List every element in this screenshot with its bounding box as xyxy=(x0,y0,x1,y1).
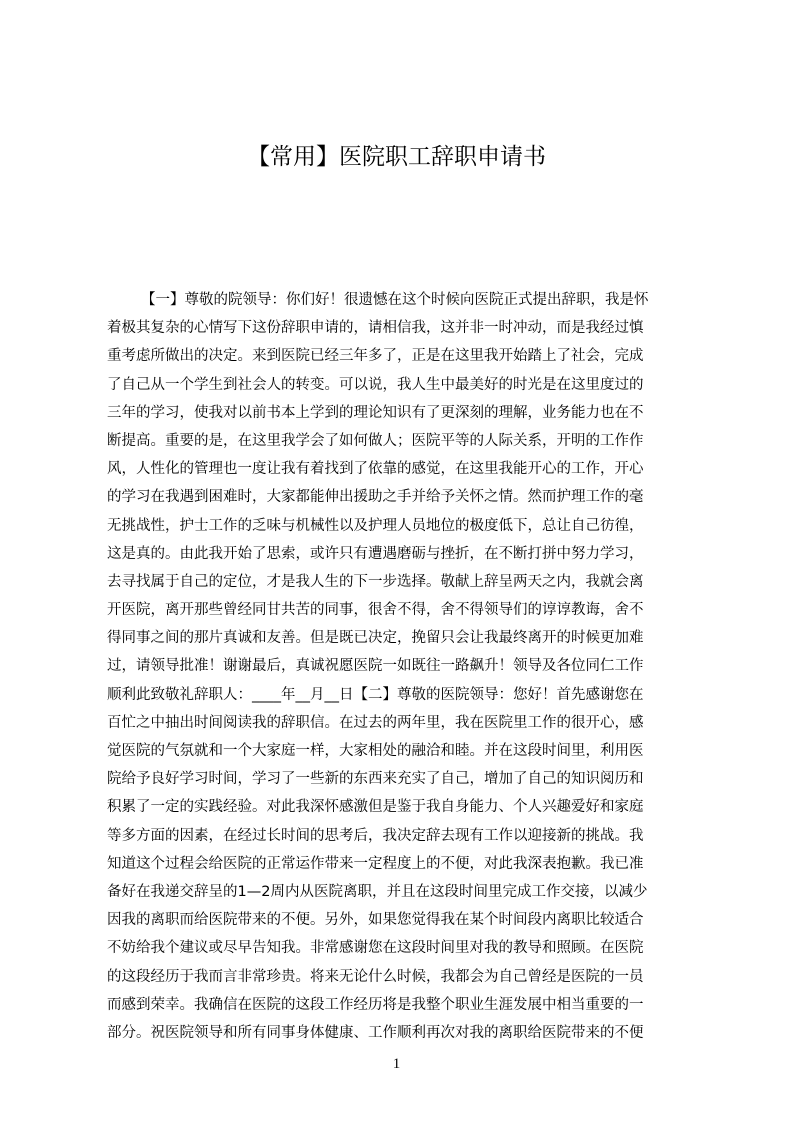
body-line: 积累了一定的实践经验。对此我深怀感激但是鉴于我自身能力、个人兴趣爱好和家庭 xyxy=(107,799,644,816)
body-line: 的学习在我遇到困难时，大家都能伸出援助之手并给予关怀之情。然而护理工作的毫 xyxy=(107,489,644,506)
body-line: 三年的学习，使我对以前书本上学到的理论知识有了更深刻的理解，业务能力也在不 xyxy=(107,404,644,421)
body-line: 去寻找属于自己的定位，才是我人生的下一步选择。敬献上辞呈两天之内，我就会离 xyxy=(107,573,644,590)
body-line: 这是真的。由此我开始了思索，或许只有遭遇磨砺与挫折，在不断打拼中努力学习， xyxy=(107,545,644,562)
body-line: 断提高。重要的是，在这里我学会了如何做人；医院平等的人际关系，开明的工作作 xyxy=(107,432,644,449)
document-title: 【常用】医院职工辞职申请书 xyxy=(247,144,546,170)
document-body xyxy=(107,286,698,1047)
body-line: 院给予良好学习时间，学习了一些新的东西来充实了自己，增加了自己的知识阅历和 xyxy=(107,771,644,788)
body-line: 等多方面的因素，在经过长时间的思考后，我决定辞去现有工作以迎接新的挑战。我 xyxy=(107,827,644,844)
body-line: 重考虑所做出的决定。来到医院已经三年多了，正是在这里我开始踏上了社会，完成 xyxy=(107,348,644,365)
body-line: 得同事之间的那片真诚和友善。但是既已决定，挽留只会让我最终离开的时候更加难 xyxy=(107,630,644,647)
page-number: 1 xyxy=(392,1056,401,1072)
body-line: 的这段经历于我而言非常珍贵。将来无论什么时候，我都会为自己曾经是医院的一员 xyxy=(107,968,644,985)
body-line: 知道这个过程会给医院的正常运作带来一定程度上的不便，对此我深表抱歉。我已准 xyxy=(107,855,644,872)
body-line: 部分。祝医院领导和所有同事身体健康、工作顺利再次对我的离职给医院带来的不便 xyxy=(107,1024,644,1041)
body-line: 了自己从一个学生到社会人的转变。可以说，我人生中最美好的时光是在这里度过的 xyxy=(107,376,644,393)
body-line: 顺利此致敬礼辞职人：____年__月__日【二】尊敬的医院领导：您好！首先感谢您在 xyxy=(107,686,644,703)
body-line: 着极其复杂的心情写下这份辞职申请的，请相信我，这并非一时冲动，而是我经过慎 xyxy=(107,320,644,337)
body-line: 过，请领导批准！谢谢最后，真诚祝愿医院一如既往一路飙升！领导及各位同仁工作 xyxy=(107,658,644,675)
body-line: 无挑战性，护士工作的乏味与机械性以及护理人员地位的极度低下，总让自己彷徨， xyxy=(107,517,644,534)
body-line: 不妨给我个建议或尽早告知我。非常感谢您在这段时间里对我的教导和照顾。在医院 xyxy=(107,940,644,957)
body-line: 觉医院的气氛就和一个大家庭一样，大家相处的融洽和睦。并在这段时间里，利用医 xyxy=(107,743,644,759)
body-line: 百忙之中抽出时间阅读我的辞职信。在过去的两年里，我在医院里工作的很开心，感 xyxy=(107,714,644,731)
body-line: 备好在我递交辞呈的1—2周内从医院离职，并且在这段时间里完成工作交接，以减少 xyxy=(107,883,648,900)
body-line: 风，人性化的管理也一度让我有着找到了依靠的感觉，在这里我能开心的工作，开心 xyxy=(107,461,644,478)
body-line: 因我的离职而给医院带来的不便。另外，如果您觉得我在某个时间段内离职比较适合 xyxy=(107,912,644,929)
body-line: 而感到荣幸。我确信在医院的这段工作经历将是我整个职业生涯发展中相当重要的一 xyxy=(107,996,644,1013)
body-line: 【一】尊敬的院领导：你们好！很遗憾在这个时候向医院正式提出辞职，我是怀 xyxy=(141,292,649,308)
body-line: 开医院，离开那些曾经同甘共苦的同事，很舍不得，舍不得领导们的谆谆教诲，舍不 xyxy=(107,602,644,619)
